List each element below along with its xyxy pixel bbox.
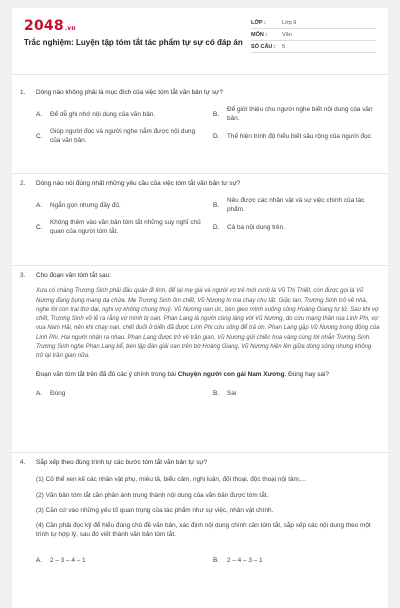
question-number: 2. <box>20 180 26 187</box>
meta-row-count: SỐ CÂU : 5 <box>251 41 376 53</box>
header-divider <box>12 74 388 75</box>
statement-item: (2) Văn bản tóm tắt cần phản ánh trung thành nội dung của văn bản được tóm tắt. <box>36 491 269 499</box>
question-4 <box>20 458 380 572</box>
statement-list <box>36 475 380 539</box>
option-d[interactable]: D. Cả ba nội dung trên. <box>213 223 285 231</box>
meta-row-subject: MÔN : Văn <box>251 29 376 41</box>
header <box>12 8 388 72</box>
worksheet-page <box>12 8 388 608</box>
question-number: 1. <box>20 89 26 96</box>
question-3 <box>20 271 380 405</box>
option-c[interactable]: C. Không thêm vào văn bản tóm tắt những suy nghĩ chủ quan của người tóm tắt. <box>36 219 201 236</box>
question-prompt: Đoạn văn tóm tắt trên đã đủ các ý chính trong bài Chuyện người con gái Nam Xương. Đúng hay sai? <box>36 370 329 378</box>
option-a[interactable]: A. Đúng <box>36 390 66 398</box>
statement-item: (4) Cần phải đọc kỹ để hiểu đúng chủ đề văn bản, xác định nội dung chính cần tóm tắt, sắp xếp các nội dung theo một trình tự hợp lý, sau đó viết thành văn bản tóm tắt. <box>36 522 371 539</box>
option-b[interactable]: B. Nêu được các nhân vật và sự việc chính của tác phẩm. <box>213 197 365 214</box>
question-divider <box>12 265 388 266</box>
option-b[interactable]: B. Sai <box>213 390 237 398</box>
option-a[interactable]: A. Ngắn gọn nhưng đầy đủ. <box>36 201 121 209</box>
question-text: Dòng nào không phải là mục đích của việc tóm tắt văn bản tự sự? <box>36 89 223 96</box>
site-logo[interactable]: 2048.vn <box>24 18 76 34</box>
meta-box <box>251 17 376 53</box>
option-a[interactable]: A. Để dễ ghi nhớ nội dung của văn bản. <box>36 110 156 118</box>
question-2 <box>20 179 380 238</box>
meta-row-class: LỚP : Lớp 9 <box>251 17 376 29</box>
question-text: Dòng nào nói đúng nhất những yêu cầu của việc tóm tắt văn bản tự sự? <box>36 180 241 187</box>
option-c[interactable]: C. Giúp người đọc và người nghe nắm được nội dung của văn bản. <box>36 128 196 145</box>
question-divider <box>12 173 388 174</box>
option-a[interactable]: A. 2 – 3 – 4 – 1 <box>36 557 86 565</box>
question-text: Sắp xếp theo đúng trình tự các bước tóm tắt văn bản tự sự? <box>36 459 208 466</box>
page-title: Trắc nghiệm: Luyện tập tóm tắt tác phẩm tự sự có đáp án <box>24 38 243 47</box>
option-b[interactable]: B. Để giới thiệu cho người nghe biết nội dung của văn bản. <box>213 106 373 123</box>
question-divider <box>12 452 388 453</box>
option-b[interactable]: B. 2 – 4 – 3 – 1 <box>213 557 263 565</box>
statement-item: (3) Căn cứ vào những yếu tố quan trọng của tác phẩm như sự việc, nhân vật chính. <box>36 506 274 514</box>
summary-passage: Xưa có chàng Trương Sinh phải đầu quân đi lính, để lại mẹ già và người vợ trẻ mới cưới là Vũ Thị Thiết, còn được gọi là Vũ Nương đang bụng mang dạ chửa. Mẹ Trương Sinh ốm chết, Vũ Nương lo ma chay chu tất. Giặc tan, Trương Sinh trở về nhà, nghe lời con trai thơ dại, nghi vợ không chung thuỷ. Vũ Nương oan ức, bèn gieo mình xuống sông Hoàng Giang tự tử. Sau khi vợ chết, Trương Sinh vỡ lẽ ra rằng vợ mình bị oan. Phan Lang là người cùng làng với Vũ Nương, do cứu mạng thần rùa Linh Phi, vợ vua Nam Hải, nên khi chạy nạn, chết đuối ở biển đã được Linh Phi cứu sống để trả ơn. Phan Lang gặp Vũ Nương trong động của Linh Phi. Hai người nhận ra nhau. Phan Lang được trở về trần gian, Vũ Nương gửi chiếc hoa vàng cùng lời nhắn Trương Sinh. Trương Sinh nghe Phan Lang kể, bèn lập đàn giải oan trên bờ Hoàng Giang, Vũ Nương hiện lên giữa dòng sông nhưng không trở lại trần gian nữa. <box>36 288 380 360</box>
question-number: 3. <box>20 272 26 279</box>
question-1 <box>20 88 380 147</box>
question-text: Cho đoạn văn tóm tắt sau: <box>36 272 111 279</box>
statement-item: (1) Cố thể xen kẽ các nhân vật phụ, miêu tả, biểu cảm, nghị luận, đối thoại, độc thoại nội tâm,... <box>36 476 306 484</box>
question-number: 4. <box>20 459 26 466</box>
option-d[interactable]: D. Thể hiện trình độ hiểu biết sâu rộng của người đọc. <box>213 132 373 140</box>
